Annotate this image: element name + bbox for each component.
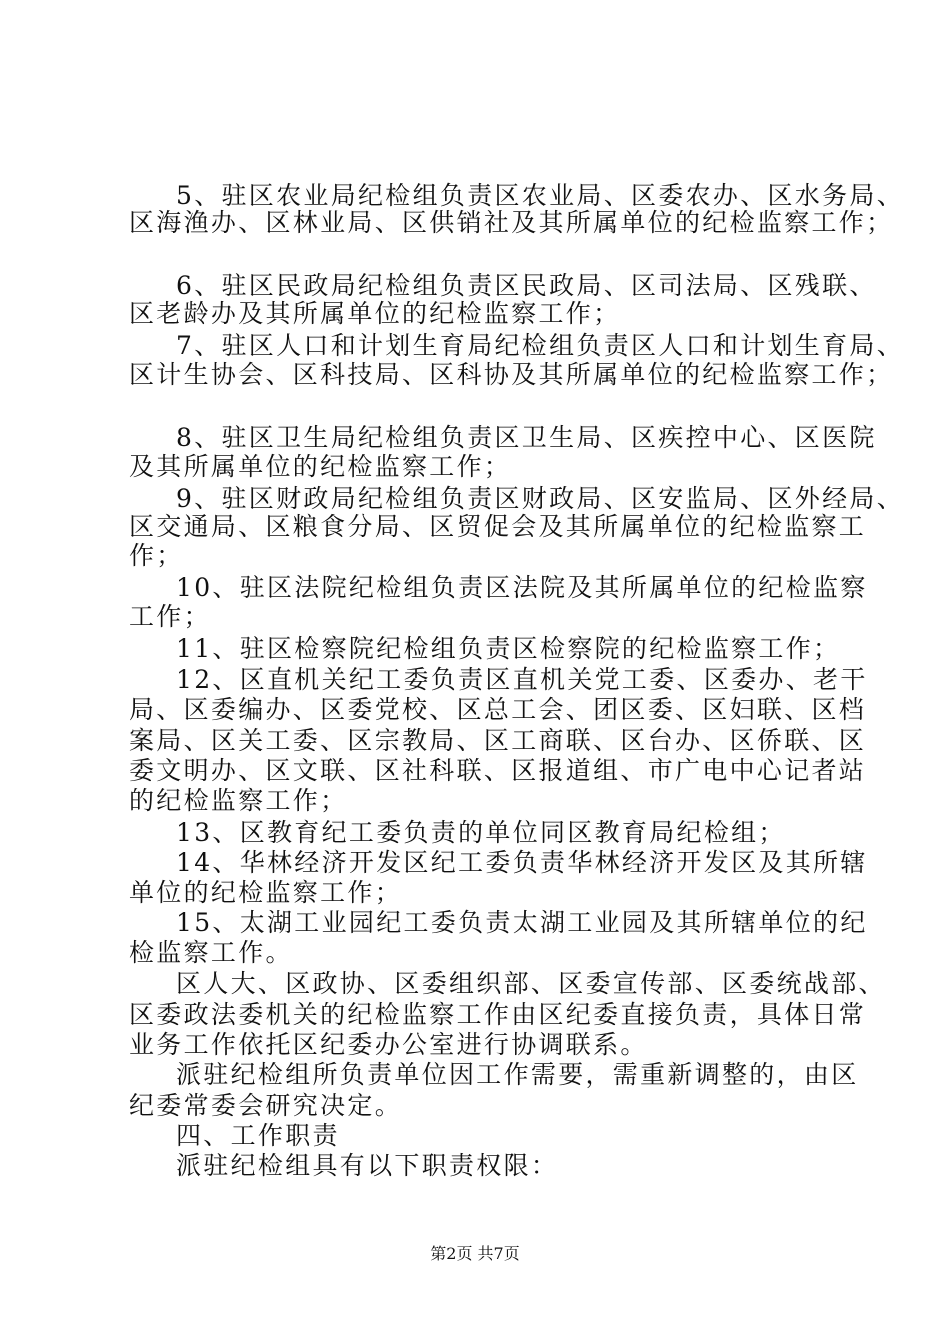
- text-line: 15、太湖工业园纪工委负责太湖工业园及其所辖单位的纪: [176, 908, 868, 937]
- text-line: 委文明办、区文联、区社科联、区报道组、市广电中心记者站: [129, 756, 867, 785]
- text-line: 6、驻区民政局纪检组负责区民政局、区司法局、区残联、: [176, 271, 877, 300]
- text-line: 5、驻区农业局纪检组负责区农业局、区委农办、区水务局、: [176, 181, 905, 210]
- text-line: 9、驻区财政局纪检组负责区财政局、区安监局、区外经局、: [176, 484, 905, 513]
- text-line: 单位的纪检监察工作；: [129, 878, 403, 907]
- text-line: 7、驻区人口和计划生育局纪检组负责区人口和计划生育局、: [176, 331, 905, 360]
- text-line: 工作；: [129, 602, 211, 631]
- text-line: 区海渔办、区林业局、区供销社及其所属单位的纪检监察工作；: [129, 208, 894, 237]
- text-line: 派驻纪检组具有以下职责权限：: [176, 1151, 559, 1180]
- text-line: 13、区教育纪工委负责的单位同区教育局纪检组；: [176, 818, 786, 847]
- text-line: 局、区委编办、区委党校、区总工会、团区委、区妇联、区档: [129, 695, 867, 724]
- text-line: 及其所属单位的纪检监察工作；: [129, 452, 512, 481]
- text-line: 案局、区关工委、区宗教局、区工商联、区台办、区侨联、区: [129, 726, 867, 755]
- text-line: 12、区直机关纪工委负责区直机关党工委、区委办、老干: [176, 665, 868, 694]
- text-line: 作；: [129, 541, 184, 570]
- text-line: 业务工作依托区纪委办公室进行协调联系。: [129, 1030, 648, 1059]
- text-line: 检监察工作。: [129, 938, 293, 967]
- text-line: 10、驻区法院纪检组负责区法院及其所属单位的纪检监察: [176, 573, 868, 602]
- text-line: 区交通局、区粮食分局、区贸促会及其所属单位的纪检监察工: [129, 512, 867, 541]
- text-line: 区计生协会、区科技局、区科协及其所属单位的纪检监察工作；: [129, 360, 894, 389]
- text-line: 8、驻区卫生局纪检组负责区卫生局、区疾控中心、区医院: [176, 423, 877, 452]
- text-line: 派驻纪检组所负责单位因工作需要，需重新调整的，由区: [176, 1060, 859, 1089]
- section-heading: 四、工作职责: [176, 1121, 340, 1150]
- text-line: 区委政法委机关的纪检监察工作由区纪委直接负责，具体日常: [129, 1000, 867, 1029]
- text-line: 的纪检监察工作；: [129, 786, 348, 815]
- text-line: 区老龄办及其所属单位的纪检监察工作；: [129, 299, 621, 328]
- text-line: 14、华林经济开发区纪工委负责华林经济开发区及其所辖: [176, 848, 868, 877]
- text-line: 纪委常委会研究决定。: [129, 1091, 403, 1120]
- text-line: 区人大、区政协、区委组织部、区委宣传部、区委统战部、: [176, 969, 886, 998]
- page-number-footer: 第2页 共7页: [430, 1244, 520, 1263]
- text-line: 11、驻区检察院纪检组负责区检察院的纪检监察工作；: [176, 634, 841, 663]
